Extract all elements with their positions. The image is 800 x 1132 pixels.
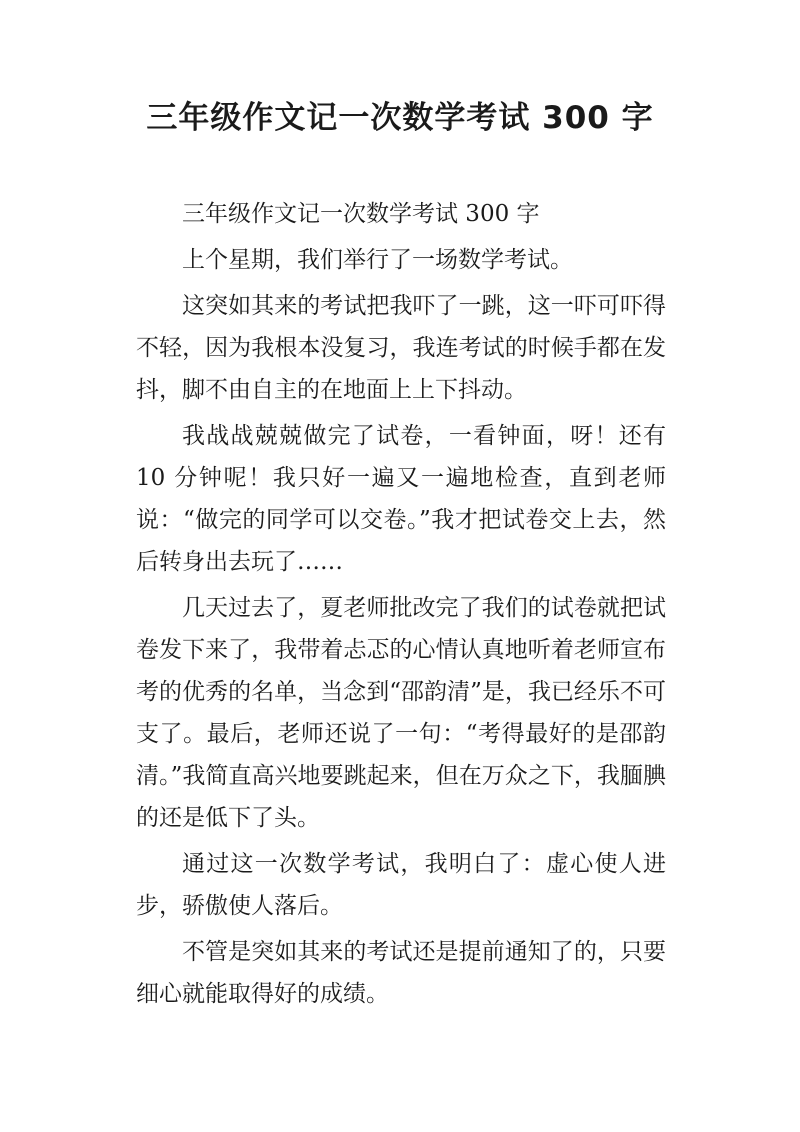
paragraph: 几天过去了，夏老师批改完了我们的试卷就把试卷发下来了，我带着忐忑的心情认真地听着老师宣布考的优秀的名单，当念到“邵韵清”是，我已经乐不可支了。最后，老师还说了一句：“考得最好的是邵韵清。”我简直高兴地要跳起来，但在万众之下，我腼腆的还是低下了头。 <box>136 595 666 831</box>
paragraph: 通过这一次数学考试，我明白了：虚心使人进步，骄傲使人落后。 <box>136 851 666 919</box>
document-title: 三年级作文记一次数学考试 300 字 <box>146 100 654 136</box>
paragraph-subtitle: 三年级作文记一次数学考试 300 字 <box>182 201 540 227</box>
paragraph: 上个星期，我们举行了一场数学考试。 <box>182 247 573 273</box>
paragraph: 我战战兢兢做完了试卷，一看钟面，呀！还有 10 分钟呢！我只好一遍又一遍地检查，直到老师说：“做完的同学可以交卷。”我才把试卷交上去，然后转身出去玩了…… <box>136 423 666 575</box>
paragraph: 这突如其来的考试把我吓了一跳，这一吓可吓得不轻，因为我根本没复习，我连考试的时候手都在发抖，脚不由自主的在地面上上下抖动。 <box>136 293 666 403</box>
document-body <box>136 193 666 1019</box>
paragraph: 不管是突如其来的考试还是提前通知了的，只要细心就能取得好的成绩。 <box>136 939 666 1007</box>
